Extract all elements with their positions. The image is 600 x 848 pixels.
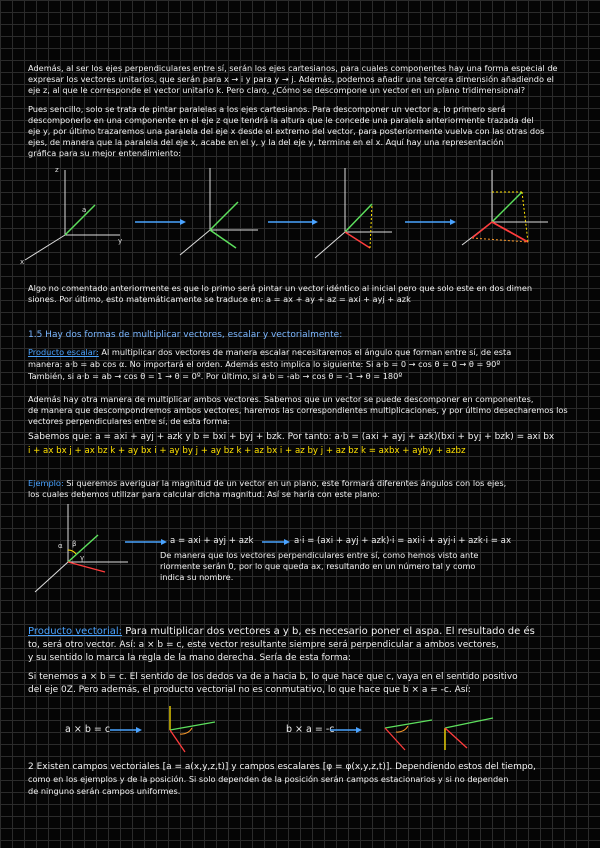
section2-line-3: de ninguno serán campos uniformes.	[28, 786, 181, 796]
diagram-2	[180, 168, 258, 255]
ejemplo-eq-2: a·i = (axi + ayj + azk)·i = axi·i + ayj·i + azk·i = ax	[294, 536, 512, 546]
section-15-title: 1.5 Hay dos formas de multiplicar vectores, escalar y vectorialmente:	[28, 330, 343, 340]
ejemplo-expl-2: riormente serán 0, por lo que queda ax, resultando en un número tal y como	[160, 561, 476, 571]
escalar-line-3: También, si a·b = ab → cos θ = 1 → θ = 0º. Por último, si a·b = -ab → cos θ = -1 → θ = 180º	[28, 371, 403, 381]
escalar-line-2: manera: a·b = ab cos α. No importará el orden. Además esto implica lo siguiente: Si a·b = 0 → cos θ = 0 → θ = 90º	[28, 359, 501, 369]
vectorial-line-4: Si tenemos a × b = c. El sentido de los dedos va de a hacia b, lo que hace que c, vaya en el sentido positivo	[28, 672, 518, 682]
ejemplo-eq-1: a = axi + ayj + azk	[170, 536, 254, 546]
escalar-text-1: Al multiplicar dos vectores de manera escalar necesitaremos el ángulo que forman entre sí, de esta	[98, 347, 512, 357]
ejemplo-expl-3: indica su nombre.	[160, 572, 234, 582]
z-label: z	[55, 166, 59, 174]
section2-line-1: 2 Existen campos vectoriales [a = a(x,y,z,t)] y campos escalares [φ = φ(x,y,z,t)]. Dependiendo estos del tiempo,	[28, 762, 536, 772]
decomp-line-1: Pues sencillo, solo se trata de pintar paralelas a los ejes cartesianos. Para descomponer un vector a, lo primero será	[28, 104, 506, 114]
vectorial-line-1	[28, 625, 535, 638]
recap-line-2: siones. Por último, esto matemáticamente se traduce en: a = ax + ay + az = axi + ayj + azk	[28, 294, 411, 304]
vectorial-line-2: to, será otro vector. Así: a × b = c, este vector resultante siempre será perpendicular a ambos vectores,	[28, 640, 499, 650]
formula-line-1: Sabemos que: a = axi + ayj + azk y b = bxi + byj + bzk. Por tanto: a·b = (axi + ayj + azk)(bxi + byj + bzk) = axi bx	[28, 432, 555, 442]
ejemplo-line-2: los cuales debemos utilizar para calcular dicha magnitud. Así se haría con este plano:	[28, 489, 381, 499]
recap-line-1: Algo no comentado anteriormente es que lo primo será pintar un vector idéntico al inicial pero que solo este en dos dimen	[28, 283, 533, 293]
decomp-line-4: ejes, de manera que la paralela del eje x, acabe en el y, y la del eje y, termine en el x. Aquí hay una representación	[28, 137, 504, 147]
section2-line-2: como en los ejemplos y de la posición. Si solo dependen de la posición serán campos estacionarios y si no dependen	[28, 774, 509, 784]
diagram-4	[462, 170, 548, 245]
y-label: y	[118, 237, 123, 245]
decomp-line-2: descomponerlo en una componente en el eje z que tendrá la altura que le concede una paralela anteriormente trazada del	[28, 115, 534, 125]
diagram-1	[20, 166, 122, 266]
ejemplo-arrow	[125, 537, 170, 547]
gamma-label: γ	[80, 554, 85, 562]
diagram-3	[315, 168, 392, 258]
escalar-label: Producto escalar:	[28, 347, 99, 357]
ejemplo-arrow-2	[262, 537, 292, 547]
vectorial-eq-left: a × b = c	[65, 724, 111, 735]
ejemplo-line-1	[28, 478, 506, 489]
beta-label: β	[72, 540, 77, 548]
ejemplo-diagram	[0, 500, 160, 600]
ejemplo-text-1: Si queremos averiguar la magnitud de un vector en un plano, este formará diferentes ángulos con los ejes,	[63, 478, 507, 488]
vectorial-diagram-right	[425, 700, 515, 760]
vectorial-diagram-left	[140, 700, 230, 760]
vectorial-eq-right: b × a = -c	[286, 724, 335, 735]
escalar-line-1	[28, 347, 511, 358]
vectorial-label: Producto vectorial:	[28, 626, 123, 637]
ejemplo-label: Ejemplo:	[28, 478, 64, 488]
decomp-line-5: gráfica para su mejor entendimiento:	[28, 148, 181, 158]
formula-line-2: i + ax bx j + ax bz k + ay bx i + ay by j + ay bz k + az bx i + az by j + az bz k = axbx + ayby + azbz	[28, 446, 466, 456]
comp-line-3: vectores perpendiculares entre sí, de esta forma:	[28, 416, 231, 426]
intro-line-2: expresar los vectores unitarios, que serán para x → i y para y → j. Además, podemos añadir una tercera dimensión añadiendo el	[28, 74, 554, 84]
intro-line-3: eje z, al que le corresponde el vector unitario k. Pero claro, ¿Cómo se descompone un vector en un plano tridimensional?	[28, 85, 526, 95]
x-label: x	[20, 258, 25, 266]
comp-line-1: Además hay otra manera de multiplicar ambos vectores. Sabemos que un vector se puede descomponer en componentes,	[28, 394, 534, 404]
alpha-label: α	[58, 542, 63, 550]
decomp-line-3: eje y, por último trazaremos una paralela del eje x desde el extremo del vector, para posteriormente vuelva con las otras dos	[28, 126, 545, 136]
ejemplo-expl-1: De manera que los vectores perpendiculares entre sí, como hemos visto ante	[160, 550, 479, 560]
vectorial-line-5: del eje 0Z. Pero además, el producto vectorial no es conmutativo, lo que hace que b × a = -c. Así:	[28, 685, 471, 695]
intro-line-1: Además, al ser los ejes perpendiculares entre sí, serán los ejes cartesianos, para cuales componentes hay una forma especial de	[28, 63, 558, 73]
vectorial-line-3: y su sentido lo marca la regla de la mano derecha. Sería de esta forma:	[28, 653, 352, 663]
vectorial-text-1: Para multiplicar dos vectores a y b, es necesario poner el aspa. El resultado de és	[122, 626, 535, 637]
comp-line-2: de manera que descompondremos ambos vectores, haremos las correspondientes multiplicaciones, y por último desecharemos los	[28, 405, 568, 415]
decomposition-diagrams	[0, 160, 600, 270]
a-label: a	[82, 206, 87, 214]
